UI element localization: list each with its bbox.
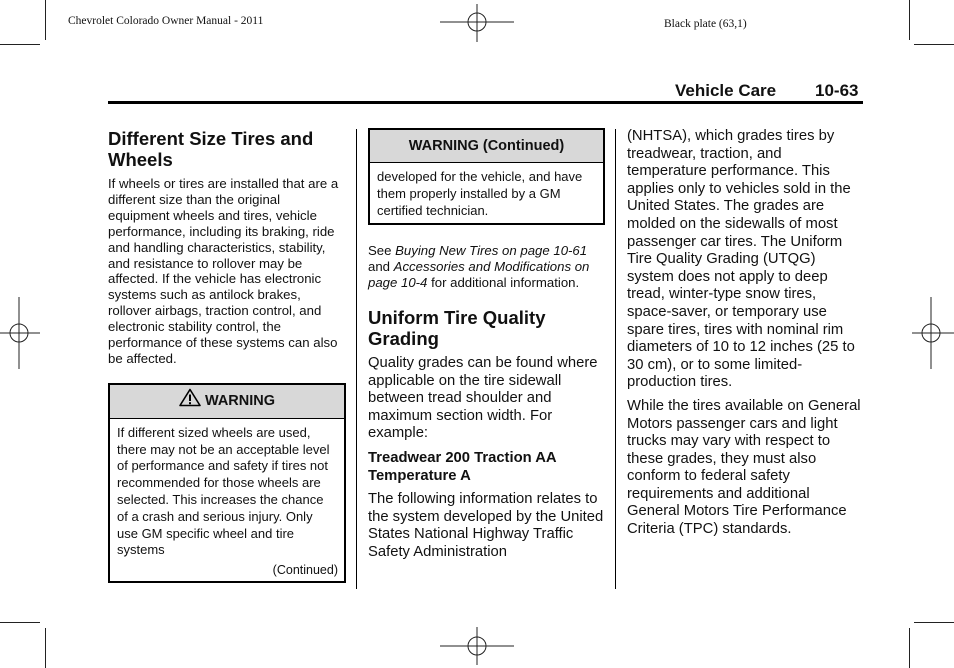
header-rule (108, 101, 863, 104)
column-3 (627, 128, 863, 539)
registration-mark-bottom (440, 627, 514, 665)
reference-link[interactable]: Accessories and Modifications on page 10-4 (368, 259, 590, 291)
column-divider (615, 129, 616, 589)
warning-continued: (Continued) (272, 563, 338, 578)
warning-continued-body: developed for the vehicle, and have them properly installed by a GM certified technician. (377, 169, 583, 218)
registration-mark-top (440, 4, 514, 42)
plate-label: Black plate (63,1) (664, 18, 747, 30)
reference-link[interactable]: Buying New Tires on page 10-61 (395, 243, 588, 259)
paragraph: The following information relates to the system developed by the United States National Highway Traffic Safety Administration (368, 491, 604, 561)
section-heading: Different Size Tires and Wheels (108, 128, 314, 170)
warning-triangle-icon (179, 388, 201, 407)
paragraph: Quality grades can be found where applicable on the tire sidewall between tread shoulder and maximum section width. For example: (368, 355, 598, 442)
warning-box (108, 383, 346, 583)
warning-continued-header: WARNING (Continued) (370, 130, 603, 163)
column-2 (368, 128, 606, 562)
see-reference: See Buying New Tires on page 10-61 and Accessories and Modifications on page 10-4 for additional information. (368, 243, 590, 291)
intro-paragraph: If wheels or tires are installed that are a different size than the original equipment wheels and tires, vehicle performance, including its braking, ride and handling characteristics, stability, and resistance to rollover may be affected. If the vehicle has electronic systems such as antilock brakes, rollover airbags, traction control, and electronic stability control, the performance of these systems can also be affected. (108, 176, 339, 366)
warning-title: WARNING (204, 392, 276, 409)
warning-header (110, 385, 344, 419)
grade-example: Treadwear 200 Traction AA Temperature A (368, 450, 557, 484)
section-title: Vehicle Care (675, 81, 777, 100)
warning-body: If different sized wheels are used, there may not be an acceptable level of performance and safety if tires not recommended for those wheels are selected. This increases the chance of a crash and serious injury. Only use GM specific wheel and tire systems (117, 424, 330, 558)
section-heading: Uniform Tire Quality Grading (368, 307, 546, 350)
registration-mark-right (912, 297, 954, 369)
page-number: 10-63 (815, 81, 859, 100)
paragraph: While the tires available on General Motors passenger cars and light trucks may vary with respect to these grades, they must also conform to federal safety requirements and additional General Motors Tire Performance Criteria (TPC) standards. (627, 397, 861, 538)
registration-mark-left (0, 297, 40, 369)
paragraph: (NHTSA), which grades tires by treadwear, traction, and temperature performance. This applies only to vehicles sold in the United States. The grades are molded on the sidewalls of most passenger car tires. The Uniform Tire Quality Grading (UTQG) system does not apply to deep tread, winter-type snow tires, space-saver, or temporary use spare tires, tires with nominal rim diameters of 10 to 12 inches (25 to 30 cm), or to some limited-production tires. (627, 128, 855, 391)
warning-continued-box (368, 128, 605, 225)
column-1 (108, 128, 344, 583)
column-divider (356, 129, 357, 589)
manual-title: Chevrolet Colorado Owner Manual - 2011 (68, 15, 264, 27)
